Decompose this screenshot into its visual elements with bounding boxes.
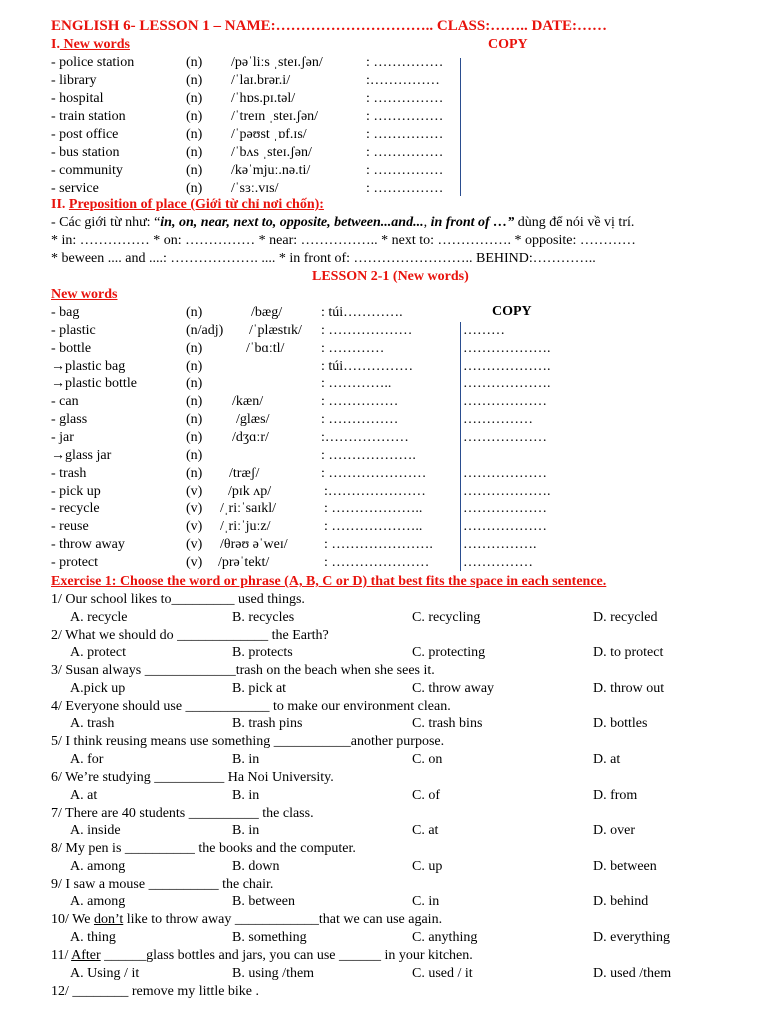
vocab-pronunciation: /ˈhɒs.pɪ.təl/ <box>231 91 296 106</box>
answer-option: C. on <box>412 751 443 767</box>
answer-option: B. between <box>232 894 295 910</box>
question-text-part: 10/ We <box>51 912 94 928</box>
answer-option: C. up <box>412 858 443 874</box>
vocab-part-of-speech: (n) <box>186 429 203 445</box>
vocab-word: - service <box>51 181 99 196</box>
vocab-pronunciation: /kəˈmjuː.nə.ti/ <box>231 163 311 178</box>
vocab-pronunciation: /ˈplæstɪk/ <box>249 322 302 338</box>
vocab-word: - reuse <box>51 519 89 535</box>
vocab-part-of-speech: (v) <box>186 501 203 517</box>
question-underlined-word: After <box>71 948 101 963</box>
arrow-right-icon: → <box>51 358 65 374</box>
vocab-meaning-blank: :………………… <box>324 483 426 499</box>
intro-text-start: - Các giới từ như: “ <box>51 215 161 230</box>
answer-option: A. recycle <box>70 609 128 625</box>
vocab-copy-blank: ………………. <box>463 340 551 356</box>
answer-option: D. at <box>593 751 621 767</box>
preposition-intro <box>51 214 634 231</box>
vocab-copy-blank: ……………… <box>463 501 547 517</box>
vocab-part-of-speech: (v) <box>186 537 203 553</box>
answer-option: B. in <box>232 823 260 839</box>
vocab-pronunciation: /ˈpəʊst ˌɒf.ɪs/ <box>231 127 307 142</box>
answer-option: D. over <box>593 823 635 839</box>
vocab-meaning-blank: : ……………….. <box>324 501 423 517</box>
vocab-meaning-blank: : ……………….. <box>324 519 423 535</box>
lesson-2-title: LESSON 2-1 (New words) <box>312 269 469 284</box>
answer-option: A. among <box>70 894 126 910</box>
answer-option: A. thing <box>70 929 116 945</box>
arrow-right-icon: → <box>51 447 65 463</box>
vocab-part-of-speech: (n) <box>186 181 203 196</box>
answer-option: B. using /them <box>232 965 315 981</box>
question-text: 2/ What we should do _____________ the Earth? <box>51 627 329 643</box>
intro-comma: , <box>423 215 431 230</box>
vocab-part-of-speech: (n) <box>186 127 203 142</box>
vocab-pronunciation: /ˈlaɪ.brər.i/ <box>231 73 291 88</box>
vocab-copy-blank: …………… <box>463 554 533 570</box>
preposition-blanks-line-1: * in: …………… * on: …………… * near: …………….. * next to: ……………. * opposite: ………… <box>51 233 636 248</box>
answer-option: C. protecting <box>412 645 486 661</box>
vocab-part-of-speech: (v) <box>186 554 203 570</box>
vocab-pronunciation: /pəˈliːs ˌsteɪ.ʃən/ <box>231 55 323 70</box>
vocab-meaning-blank: : ………………. <box>321 447 416 463</box>
vocab-pronunciation: /kæn/ <box>232 394 264 410</box>
vocab-part-of-speech: (n) <box>186 412 203 428</box>
vocab-copy-blank: ……………… <box>463 429 547 445</box>
vocab-word: - pick up <box>51 483 101 499</box>
question-text: 5/ I think reusing means use something ___________another purpose. <box>51 734 445 750</box>
vocab-meaning-blank: : ……………… <box>321 322 413 338</box>
vocab-word: plastic bag <box>65 358 126 374</box>
vocab-pronunciation: /ˈbʌs ˌsteɪ.ʃən/ <box>231 145 312 160</box>
vocab-word: - protect <box>51 554 99 570</box>
question-text: 12/ ________ remove my little bike . <box>51 983 260 999</box>
vocab-copy-blank: ………………. <box>463 358 551 374</box>
vocab-part-of-speech: (n) <box>186 145 203 160</box>
section-2-heading <box>51 196 324 213</box>
vocab-copy-blank: …………… <box>463 412 533 428</box>
exercise-title: Exercise 1: Choose the word or phrase (A, B, C or D) that best fits the space in each sentence. <box>51 574 607 589</box>
intro-prepositions: in, on, near, next to, opposite, between...and... <box>160 215 424 230</box>
vocab-word: - bottle <box>51 340 92 356</box>
vocab-meaning-blank: : túi…………… <box>321 358 414 374</box>
vocab-meaning-blank: : ………… <box>321 340 385 356</box>
vocab-meaning-blank: : …………… <box>366 145 444 160</box>
answer-option: D. throw out <box>593 680 665 696</box>
question-text-part: 11/ <box>51 948 72 963</box>
vocab-part-of-speech: (n) <box>186 465 203 481</box>
vocab-word: - throw away <box>51 537 125 553</box>
answer-option: D. between <box>593 858 657 874</box>
vocab-part-of-speech: (n) <box>186 447 203 463</box>
vocab-meaning-blank: : …………… <box>366 127 444 142</box>
answer-option: B. in <box>232 751 260 767</box>
section-1-label: I. <box>51 37 60 52</box>
vocab-meaning-blank: :……………… <box>321 429 409 445</box>
new-words-heading: New words <box>51 287 118 302</box>
answer-option: D. bottles <box>593 716 648 732</box>
vocab-word: - bus station <box>51 145 120 160</box>
vocab-meaning-blank: : …………………. <box>324 537 433 553</box>
vocab-word: glass jar <box>65 447 112 463</box>
vocab-pronunciation: /θrəʊ əˈweɪ/ <box>220 537 288 553</box>
answer-option: B. something <box>232 929 307 945</box>
vocab-part-of-speech: (n) <box>186 394 203 410</box>
vocab-meaning-blank: : …………… <box>366 163 444 178</box>
vocab-word: - can <box>51 394 79 410</box>
vocab-meaning-blank: : …………… <box>366 109 444 124</box>
answer-option: C. at <box>412 823 439 839</box>
vocab-meaning-blank: : …………… <box>366 91 444 106</box>
vocab-part-of-speech: (n) <box>186 73 203 88</box>
copy-label-2: COPY <box>492 304 532 319</box>
intro-text-end: dùng để nói về vị trí. <box>514 215 635 230</box>
vocab-word: - trash <box>51 465 87 481</box>
vocab-meaning-blank: : …………… <box>321 412 399 428</box>
vocab-part-of-speech: (n) <box>186 305 203 320</box>
answer-option: B. in <box>232 787 260 803</box>
vocab-word: - hospital <box>51 91 104 106</box>
question-text: 6/ We’re studying __________ Ha Noi University. <box>51 770 334 785</box>
vocab-word: - train station <box>51 109 126 124</box>
answer-option: D. used /them <box>593 965 672 981</box>
section-2-label: II. <box>51 197 69 212</box>
vocab-pronunciation: /pɪk ʌp/ <box>228 483 272 499</box>
vocab-pronunciation: /prəˈtekt/ <box>218 554 270 570</box>
vocab-meaning-blank: : …………… <box>366 55 444 70</box>
vocab-part-of-speech: (n) <box>186 91 203 106</box>
answer-option: D. recycled <box>593 609 658 625</box>
vocab-copy-blank: ………………. <box>463 483 551 499</box>
vocab-word: - community <box>51 163 123 178</box>
vocab-part-of-speech: (v) <box>186 483 203 499</box>
vocab-word: - library <box>51 73 97 88</box>
vocab-pronunciation: /glæs/ <box>236 412 270 428</box>
vocab-word: - police station <box>51 55 135 70</box>
answer-option: C. used / it <box>412 965 473 981</box>
vocab-part-of-speech: (n) <box>186 340 203 356</box>
question-text <box>51 947 473 964</box>
vocab-copy-blank: ……… <box>463 322 505 338</box>
vocab-part-of-speech: (n) <box>186 55 203 70</box>
question-text: 3/ Susan always _____________trash on the beach when she sees it. <box>51 663 435 679</box>
answer-option: A. protect <box>70 645 126 661</box>
answer-option: B. down <box>232 858 280 874</box>
vocab-meaning-blank: : …………… <box>366 181 444 196</box>
vocab-pronunciation: /ˌriːˈjuːz/ <box>220 519 271 535</box>
vocab-part-of-speech: (n) <box>186 376 203 392</box>
arrow-right-icon: → <box>51 376 65 392</box>
copy-label-1: COPY <box>488 37 528 52</box>
answer-option: C. trash bins <box>412 716 483 732</box>
answer-option: A.pick up <box>70 680 126 696</box>
vocab-pronunciation: /træʃ/ <box>229 465 260 481</box>
vocab-meaning-blank: :…………… <box>366 73 440 88</box>
answer-option: A. Using / it <box>70 965 140 981</box>
vocab-word: - plastic <box>51 322 96 338</box>
question-text: 7/ There are 40 students __________ the class. <box>51 805 314 821</box>
preposition-blanks-line-2: * beween .... and ....: ………………. .... * in front of: …………………….. BEHIND:………….. <box>51 251 596 266</box>
vocab-meaning-blank: : ………………… <box>321 465 427 481</box>
question-text-part: like to throw away ____________that we can use again. <box>123 912 443 928</box>
vocab-meaning-blank: : túi…………. <box>321 305 403 320</box>
vocab-word: - glass <box>51 412 88 428</box>
answer-option: A. for <box>70 751 104 767</box>
vocab-pronunciation: /dʒɑːr/ <box>232 429 269 445</box>
question-text: 9/ I saw a mouse __________ the chair. <box>51 876 274 892</box>
section-2-title: Preposition of place (Giới từ chỉ nơi chốn): <box>68 197 324 212</box>
answer-option: B. recycles <box>232 609 295 625</box>
vocab-part-of-speech: (v) <box>186 519 203 535</box>
answer-option: D. behind <box>593 894 649 910</box>
divider-line-1 <box>460 58 461 196</box>
vocab-meaning-blank: : ………….. <box>321 376 392 392</box>
vocab-copy-blank: ………………. <box>463 376 551 392</box>
answer-option: C. recycling <box>412 609 481 625</box>
vocab-derived-row <box>51 358 125 375</box>
vocab-copy-blank: ……………… <box>463 465 547 481</box>
answer-option: A. among <box>70 858 126 874</box>
vocab-pronunciation: /bæg/ <box>251 305 283 320</box>
question-text: 1/ Our school likes to_________ used things. <box>51 592 305 607</box>
vocab-word: - recycle <box>51 501 100 517</box>
vocab-derived-row <box>51 447 111 464</box>
vocab-pronunciation: /ˈbɑːtl/ <box>246 340 285 356</box>
vocab-word: plastic bottle <box>65 376 137 392</box>
question-text-part: ______glass bottles and jars, you can use ______ in your kitchen. <box>100 948 473 963</box>
question-text: 4/ Everyone should use ____________ to make our environment clean. <box>51 698 451 714</box>
answer-option: B. protects <box>232 645 293 661</box>
answer-option: C. throw away <box>412 680 495 696</box>
answer-option: C. of <box>412 787 440 803</box>
divider-line-2 <box>460 322 461 571</box>
answer-option: D. from <box>593 787 638 803</box>
answer-option: D. everything <box>593 929 670 945</box>
answer-option: C. anything <box>412 929 478 945</box>
answer-option: B. pick at <box>232 680 287 696</box>
answer-option: C. in <box>412 894 440 910</box>
question-text: 8/ My pen is __________ the books and the computer. <box>51 841 356 857</box>
vocab-meaning-blank: : ………………… <box>324 554 430 570</box>
intro-prepositions-2: in front of …” <box>430 215 515 230</box>
vocab-pronunciation: /ˈtreɪn ˌsteɪ.ʃən/ <box>231 109 319 124</box>
vocab-copy-blank: ……………… <box>463 519 547 535</box>
section-1-title: New words <box>59 37 130 52</box>
vocab-word: - post office <box>51 127 119 142</box>
vocab-word: - jar <box>51 429 74 445</box>
vocab-part-of-speech: (n) <box>186 109 203 124</box>
vocab-copy-blank: ……………. <box>463 537 537 553</box>
question-underlined-word: don’t <box>93 912 124 928</box>
vocab-copy-blank: ……………… <box>463 394 547 410</box>
vocab-meaning-blank: : …………… <box>321 394 399 410</box>
vocab-part-of-speech: (n) <box>186 163 203 178</box>
vocab-derived-row <box>51 375 137 392</box>
answer-option: B. trash pins <box>232 716 303 732</box>
vocab-part-of-speech: (n) <box>186 358 203 374</box>
section-1-heading <box>51 36 130 53</box>
vocab-word: - bag <box>51 305 80 320</box>
answer-option: A. trash <box>70 716 115 732</box>
worksheet-title: ENGLISH 6- LESSON 1 – NAME:………………………….. CLASS:…….. DATE:…… <box>51 18 608 34</box>
vocab-part-of-speech: (n/adj) <box>186 322 224 338</box>
answer-option: A. inside <box>70 823 121 839</box>
question-text <box>51 911 442 928</box>
answer-option: A. at <box>70 787 98 803</box>
answer-option: D. to protect <box>593 645 664 661</box>
vocab-pronunciation: /ˈsɜː.vɪs/ <box>231 181 279 196</box>
vocab-pronunciation: /ˌriːˈsaɪkl/ <box>220 501 276 517</box>
